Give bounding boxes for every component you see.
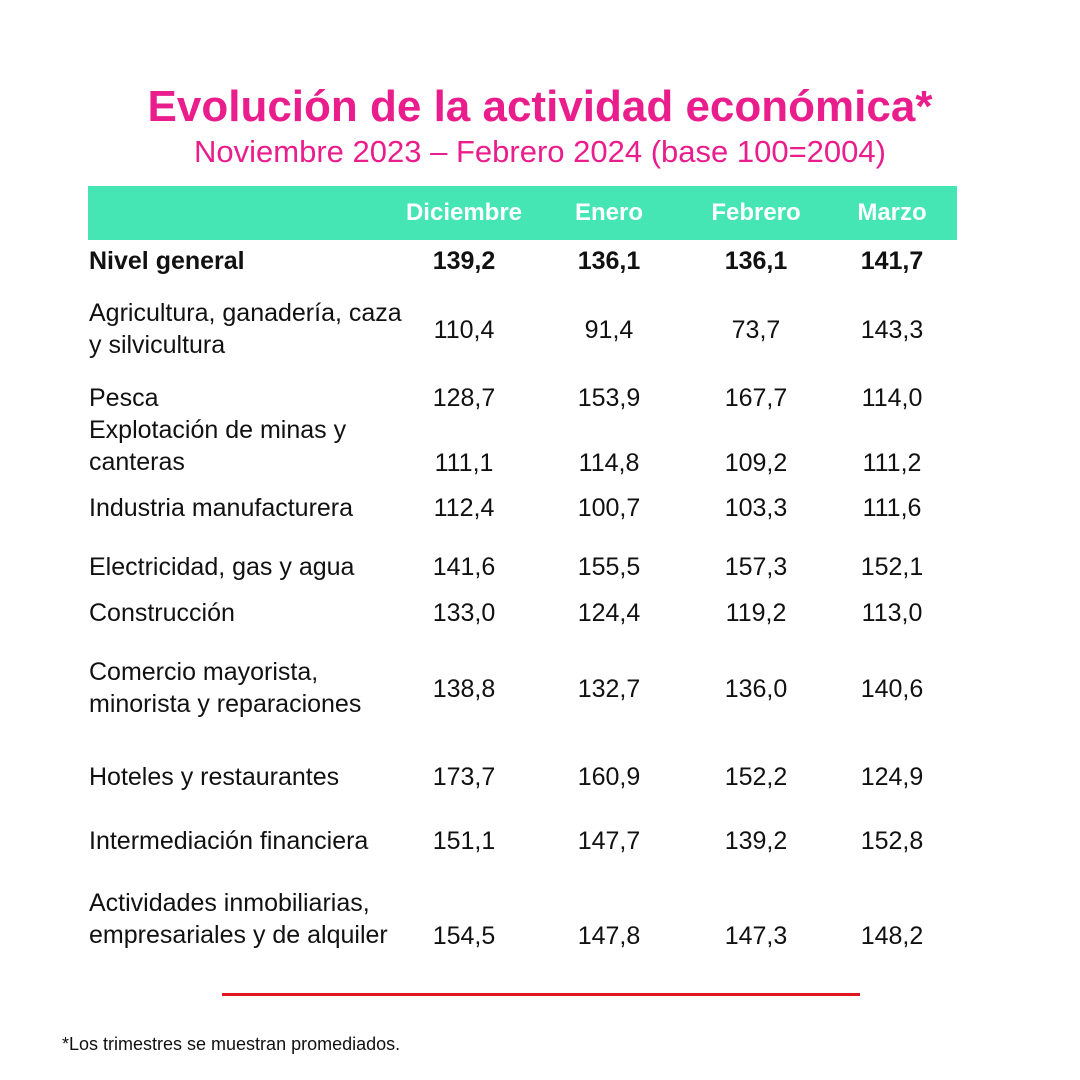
- table-cell: 167,7: [724, 384, 788, 412]
- column-header-0: Diciembre: [405, 199, 523, 226]
- table-cell: 113,0: [861, 599, 923, 627]
- table-cell: 110,4: [433, 316, 495, 344]
- table-cell: 111,6: [862, 494, 922, 522]
- table-cell: 160,9: [577, 763, 641, 791]
- table-cell: 111,2: [862, 449, 922, 477]
- row-label: Nivel general: [89, 247, 245, 275]
- table-cell: 147,7: [577, 827, 641, 855]
- row-label: Construcción: [89, 599, 235, 627]
- table-bottom-rule: [222, 993, 860, 996]
- table-cell: 111,1: [434, 449, 494, 477]
- column-header-1: Enero: [574, 199, 643, 226]
- table-cell: 151,1: [432, 827, 496, 855]
- table-cell: 128,7: [432, 384, 496, 412]
- table-cell: 139,2: [432, 247, 496, 275]
- row-label: Actividades inmobiliarias, empresariales y de alquiler: [89, 889, 388, 949]
- table-cell: 124,4: [577, 599, 641, 627]
- row-label: Industria manufacturera: [89, 494, 354, 522]
- table-cell: 173,7: [432, 763, 496, 791]
- table-cell: 73,7: [731, 316, 781, 344]
- row-label: Agricultura, ganadería, caza y silvicultura: [89, 299, 402, 359]
- row-label: Electricidad, gas y agua: [89, 553, 355, 581]
- table-cell: 152,1: [860, 553, 924, 581]
- table-cell: 114,8: [578, 449, 640, 477]
- table-cell: 140,6: [860, 675, 924, 703]
- table-cell: 136,1: [724, 247, 788, 275]
- chart-title: Evolución de la actividad económica*: [147, 82, 933, 131]
- table-cell: 109,2: [724, 449, 788, 477]
- column-header-3: Marzo: [857, 199, 927, 226]
- table-cell: 136,0: [724, 675, 788, 703]
- table-cell: 157,3: [724, 553, 788, 581]
- footnote: *Los trimestres se muestran promediados.: [62, 1034, 401, 1054]
- table-cell: 141,7: [860, 247, 924, 275]
- table-cell: 141,6: [432, 553, 496, 581]
- table-cell: 124,9: [860, 763, 924, 791]
- row-label: Intermediación financiera: [89, 827, 369, 855]
- table-cell: 139,2: [724, 827, 788, 855]
- table-cell: 103,3: [724, 494, 788, 522]
- table-cell: 152,8: [860, 827, 924, 855]
- table-cell: 152,2: [724, 763, 788, 791]
- chart-subtitle: Noviembre 2023 – Febrero 2024 (base 100=2004): [194, 134, 886, 169]
- table-cell: 153,9: [577, 384, 641, 412]
- table-cell: 100,7: [577, 494, 641, 522]
- table-cell: 136,1: [577, 247, 641, 275]
- table-cell: 147,8: [577, 922, 641, 950]
- row-label: Explotación de minas y canteras: [89, 416, 347, 476]
- row-label: Pesca: [89, 384, 159, 412]
- table-cell: 155,5: [577, 553, 641, 581]
- table-cell: 147,3: [724, 922, 788, 950]
- table-cell: 119,2: [725, 599, 787, 627]
- table-cell: 91,4: [584, 316, 634, 344]
- table-cell: 132,7: [577, 675, 641, 703]
- table-cell: 143,3: [860, 316, 924, 344]
- table-cell: 114,0: [861, 384, 923, 412]
- table-cell: 148,2: [860, 922, 924, 950]
- row-label: Comercio mayorista, minorista y reparaciones: [89, 658, 362, 718]
- table-cell: 138,8: [432, 675, 496, 703]
- table-cell: 112,4: [433, 494, 495, 522]
- column-header-2: Febrero: [711, 199, 801, 226]
- table-cell: 133,0: [432, 599, 496, 627]
- table-cell: 154,5: [432, 922, 496, 950]
- row-label: Hoteles y restaurantes: [89, 763, 340, 791]
